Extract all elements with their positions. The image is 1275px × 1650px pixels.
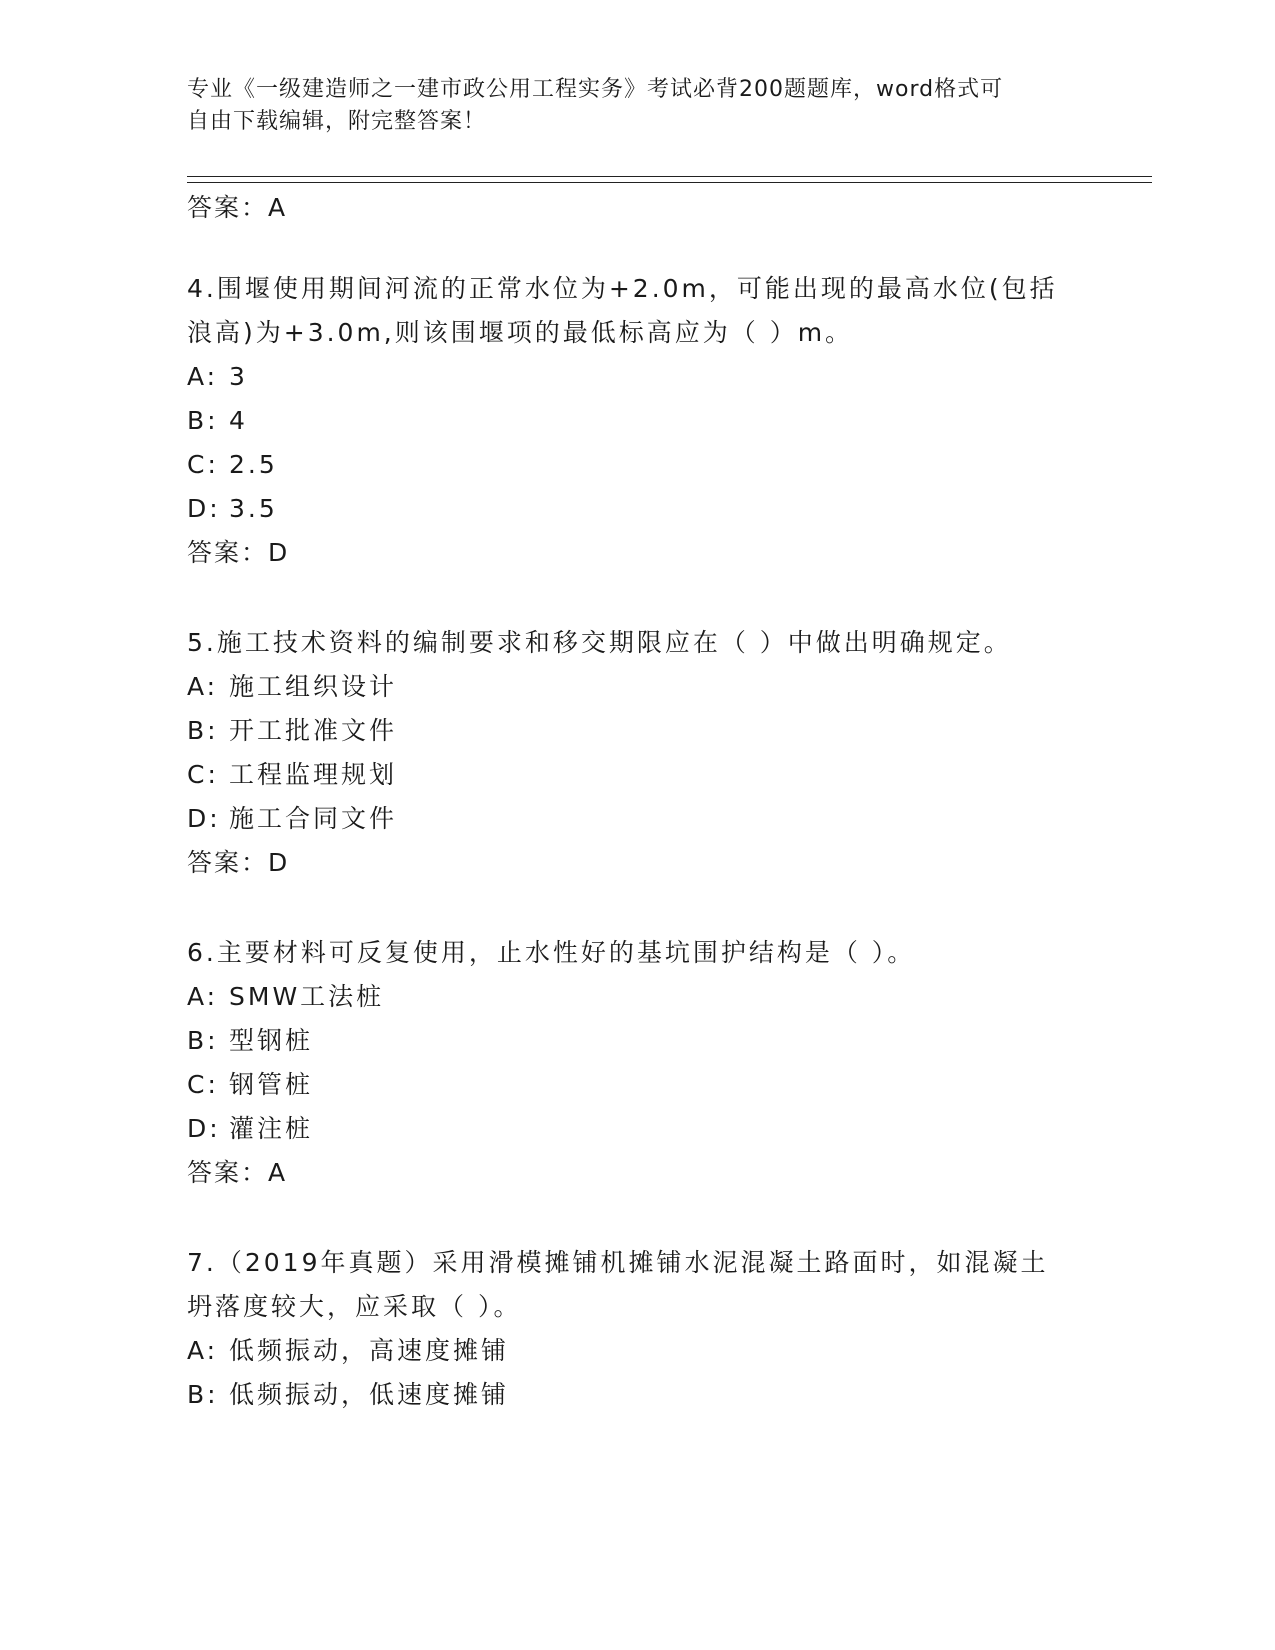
option-letter: B: bbox=[187, 406, 219, 435]
question-6-option-c bbox=[187, 1069, 313, 1101]
option-letter: A: bbox=[187, 672, 219, 701]
option-letter: A: bbox=[187, 982, 219, 1011]
option-text: 3.5 bbox=[229, 494, 278, 523]
option-text: SMW工法桩 bbox=[229, 982, 385, 1011]
question-4-answer: 答案：D bbox=[187, 538, 290, 567]
option-text: 低频振动，低速度摊铺 bbox=[229, 1380, 510, 1409]
option-text: 3 bbox=[229, 362, 248, 391]
option-text: 钢管桩 bbox=[229, 1070, 314, 1099]
option-letter: C: bbox=[187, 450, 219, 479]
question-5-option-d bbox=[187, 803, 397, 835]
option-text: 灌注桩 bbox=[229, 1114, 314, 1143]
option-letter: C: bbox=[187, 1070, 219, 1099]
question-5-option-b bbox=[187, 715, 397, 747]
question-5-answer: 答案：D bbox=[187, 848, 290, 877]
option-text: 型钢桩 bbox=[229, 1026, 314, 1055]
question-6-line-1: 6.主要材料可反复使用，止水性好的基坑围护结构是（ ）。 bbox=[187, 938, 916, 967]
question-5-option-a bbox=[187, 671, 397, 703]
option-text: 施工组织设计 bbox=[229, 672, 398, 701]
option-letter: D: bbox=[187, 804, 221, 833]
question-6-answer: 答案：A bbox=[187, 1158, 288, 1187]
question-4-line-1: 4.围堰使用期间河流的正常水位为+2.0m，可能出现的最高水位(包括 bbox=[187, 274, 1058, 303]
option-text: 开工批准文件 bbox=[229, 716, 398, 745]
option-letter: B: bbox=[187, 1380, 219, 1409]
header-line-2: 自由下载编辑，附完整答案！ bbox=[187, 109, 487, 134]
question-7-option-a bbox=[187, 1335, 509, 1367]
question-6-option-b bbox=[187, 1025, 313, 1057]
option-letter: D: bbox=[187, 494, 221, 523]
question-4-option-d bbox=[187, 493, 278, 525]
question-5-option-c bbox=[187, 759, 397, 791]
question-4-option-c bbox=[187, 449, 278, 481]
option-letter: C: bbox=[187, 760, 219, 789]
option-text: 工程监理规划 bbox=[229, 760, 398, 789]
option-letter: D: bbox=[187, 1114, 221, 1143]
question-7-line-1: 7.（2019年真题）采用滑模摊铺机摊铺水泥混凝土路面时，如混凝土 bbox=[187, 1248, 1049, 1277]
option-letter: B: bbox=[187, 1026, 219, 1055]
option-letter: A: bbox=[187, 362, 219, 391]
option-letter: A: bbox=[187, 1336, 219, 1365]
question-6-option-a bbox=[187, 981, 384, 1013]
option-letter: B: bbox=[187, 716, 219, 745]
page-header bbox=[187, 74, 1067, 138]
question-5-line-1: 5.施工技术资料的编制要求和移交期限应在（ ）中做出明确规定。 bbox=[187, 628, 1012, 657]
header-divider bbox=[187, 176, 1152, 183]
question-4-option-b bbox=[187, 405, 248, 437]
option-text: 低频振动，高速度摊铺 bbox=[229, 1336, 510, 1365]
answer-previous: 答案：A bbox=[187, 193, 288, 222]
option-text: 4 bbox=[229, 406, 248, 435]
question-7-option-b bbox=[187, 1379, 509, 1411]
option-text: 施工合同文件 bbox=[229, 804, 398, 833]
question-6-option-d bbox=[187, 1113, 313, 1145]
header-line-1: 专业《一级建造师之一建市政公用工程实务》考试必背200题题库，word格式可 bbox=[187, 77, 1004, 102]
question-4-option-a bbox=[187, 361, 248, 393]
question-7-line-2: 坍落度较大，应采取（ ）。 bbox=[187, 1292, 522, 1321]
question-4-line-2: 浪高)为+3.0m,则该围堰项的最低标高应为（ ）m。 bbox=[187, 318, 854, 347]
option-text: 2.5 bbox=[229, 450, 278, 479]
